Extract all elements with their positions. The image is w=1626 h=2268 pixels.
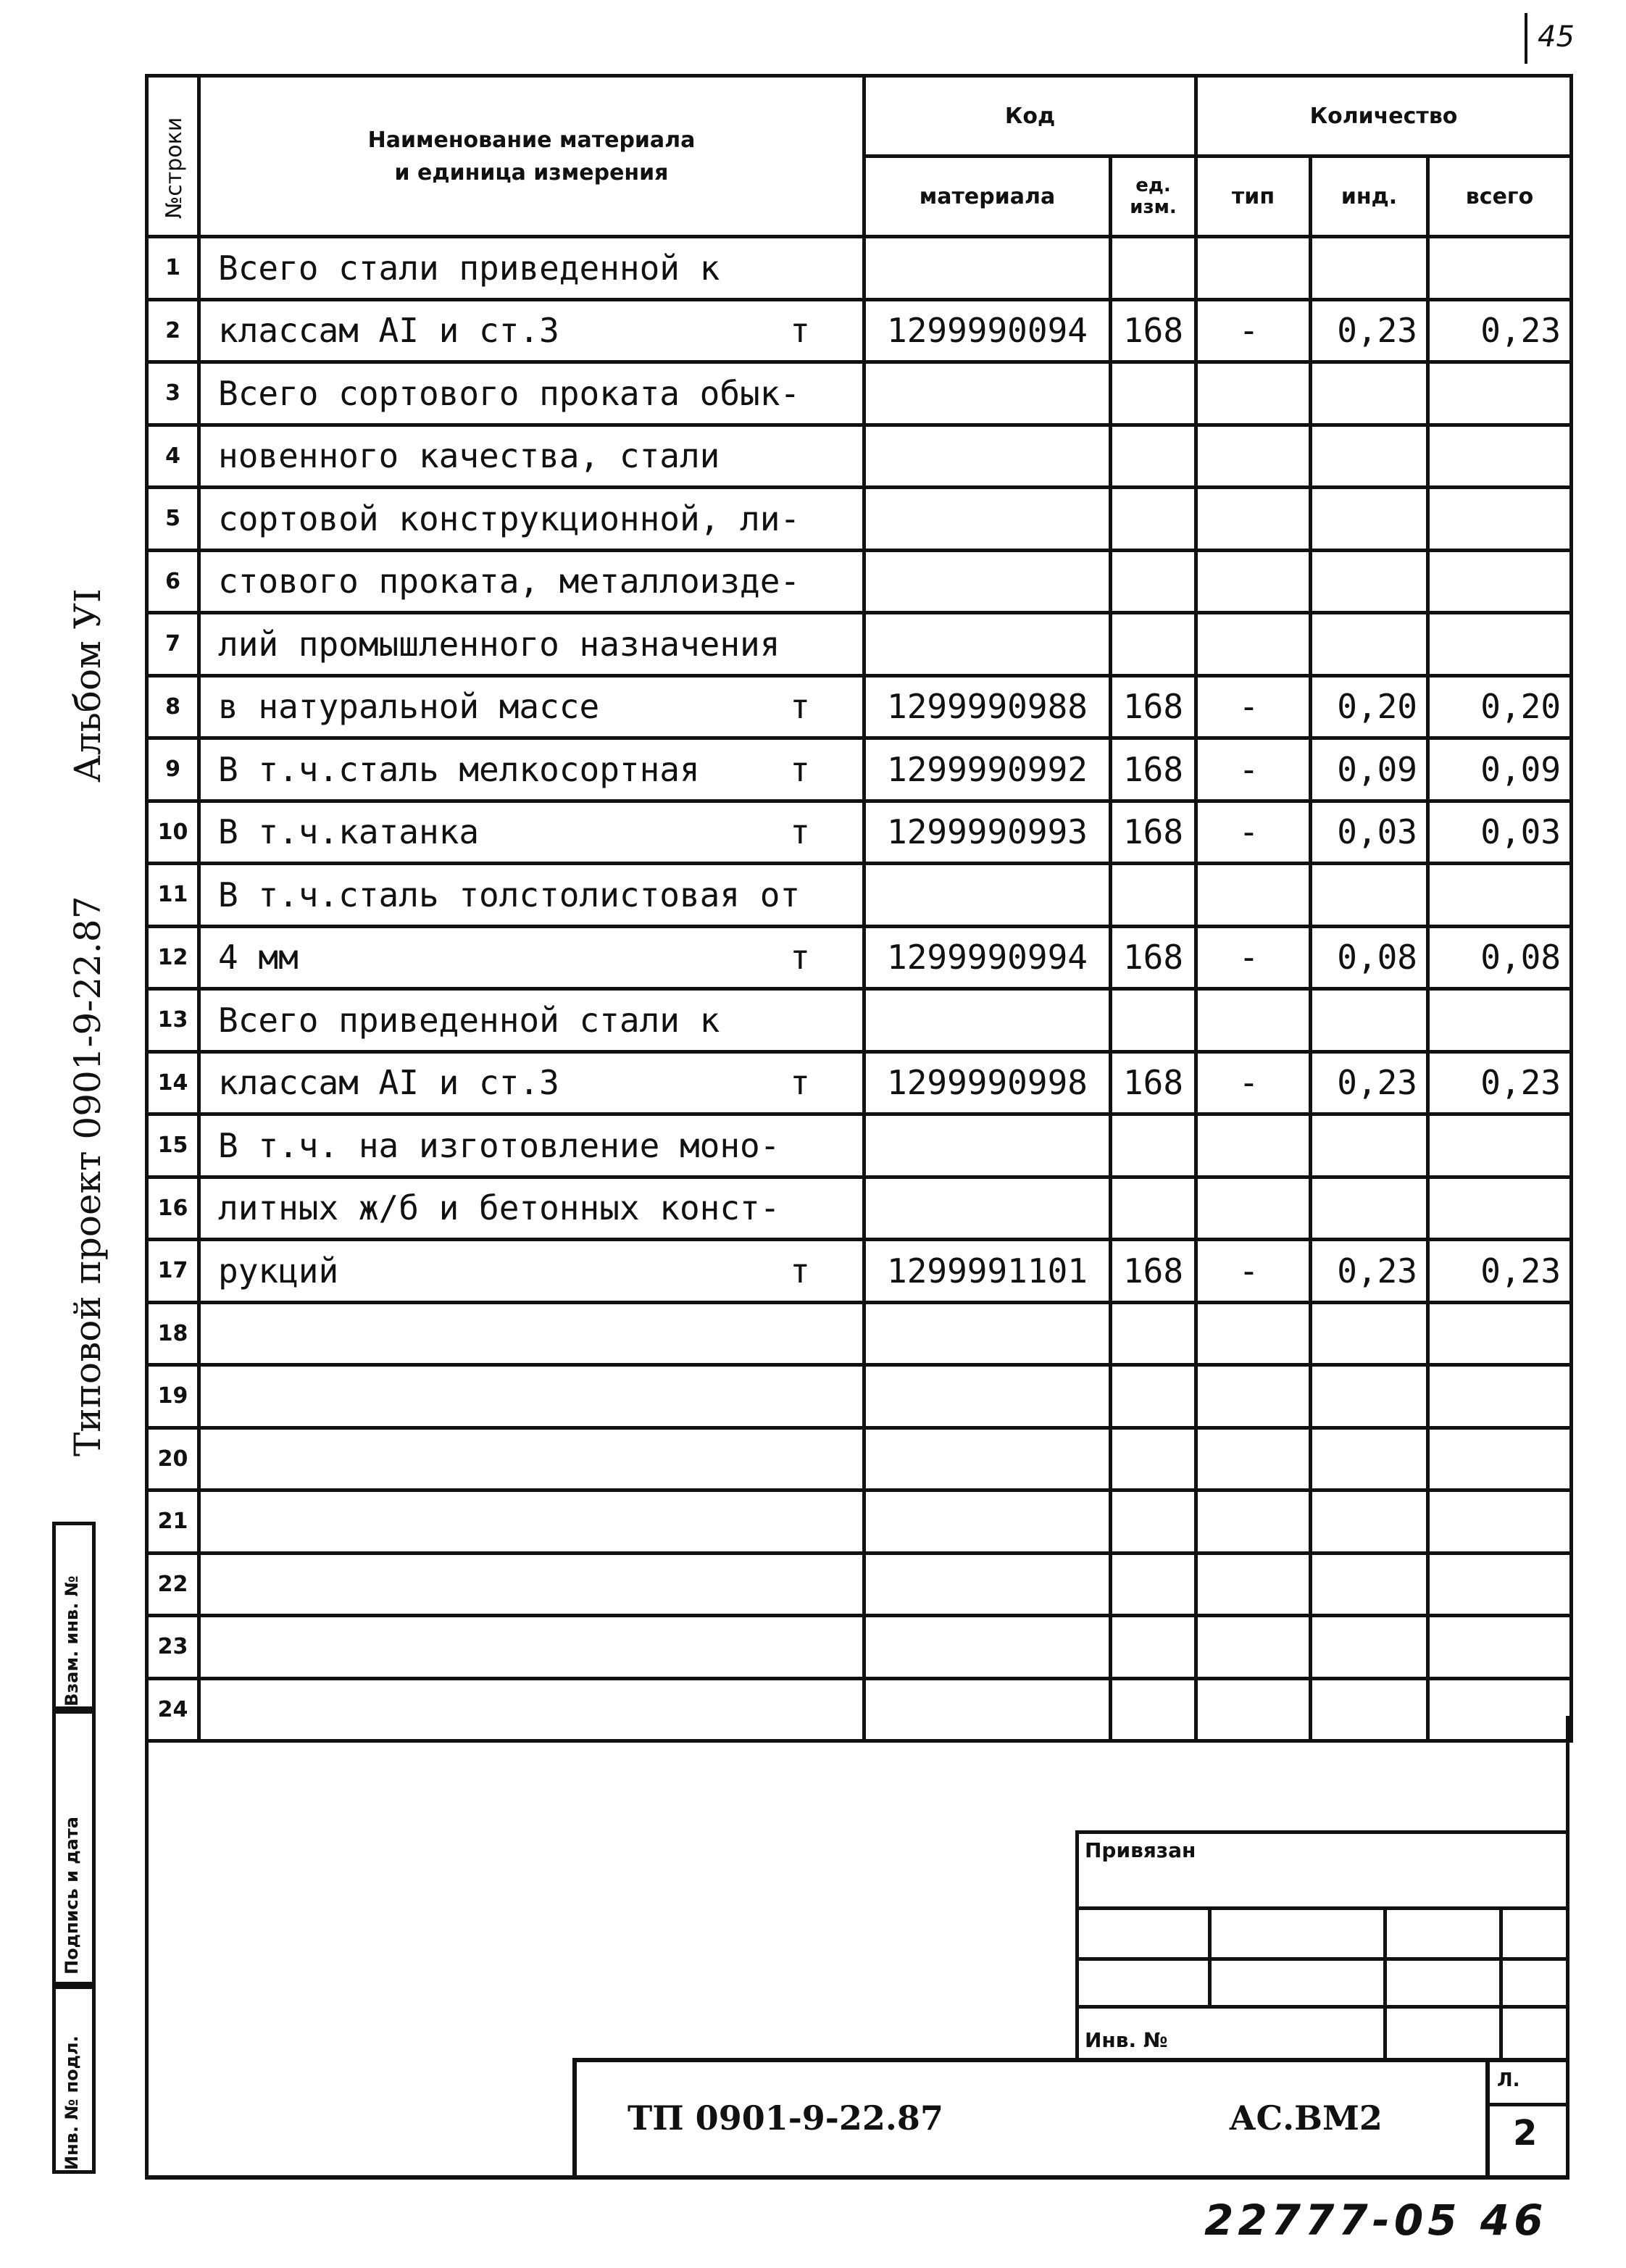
- header-name: [199, 76, 864, 237]
- header-row-number: [147, 76, 199, 237]
- material-code-cell: [864, 425, 1111, 488]
- row-number-cell: 21: [147, 1491, 199, 1554]
- material-name-cell: [199, 1114, 864, 1177]
- qty-ind-cell: [1311, 613, 1428, 676]
- unit-code-cell: 168: [1111, 926, 1196, 989]
- material-name-cell: [199, 989, 864, 1052]
- unit-code-cell: 168: [1111, 1051, 1196, 1114]
- material-name-cell: [199, 1491, 864, 1554]
- binding-line-3: [1079, 2005, 1569, 2009]
- header-row-number-label: №строки: [162, 117, 187, 219]
- row-number-cell: 12: [147, 926, 199, 989]
- qty-type-cell: [1196, 1427, 1311, 1491]
- material-code-cell: [864, 237, 1111, 300]
- qty-total-cell: 0,23: [1428, 299, 1572, 362]
- qty-ind-cell: [1311, 1114, 1428, 1177]
- table-row: [147, 613, 1572, 676]
- qty-total-cell: [1428, 237, 1572, 300]
- table-row: [147, 1240, 1572, 1303]
- stamp-signature-label: Подпись и дата: [62, 1817, 82, 1975]
- qty-ind-cell: [1311, 1365, 1428, 1428]
- page-number-bar: [1525, 13, 1527, 64]
- material-name-text: сортовой конструкционной, ли-: [218, 499, 801, 538]
- material-name-cell: [199, 1240, 864, 1303]
- stamp-cell-replacement: [52, 1522, 96, 1710]
- unit-code-cell: [1111, 488, 1196, 551]
- material-unit-text: т: [790, 311, 810, 351]
- header-code-unit: ед. изм.: [1111, 157, 1196, 237]
- material-code-cell: [864, 1302, 1111, 1365]
- unit-code-cell: 168: [1111, 299, 1196, 362]
- qty-type-cell: [1196, 550, 1311, 613]
- qty-type-cell: [1196, 1114, 1311, 1177]
- qty-total-cell: [1428, 1491, 1572, 1554]
- table-row: [147, 1616, 1572, 1679]
- material-code-cell: [864, 1427, 1111, 1491]
- qty-total-cell: [1428, 1114, 1572, 1177]
- qty-total-cell: [1428, 362, 1572, 425]
- qty-ind-cell: [1311, 488, 1428, 551]
- row-number-cell: 3: [147, 362, 199, 425]
- material-name-cell: [199, 299, 864, 362]
- material-name-cell: [199, 613, 864, 676]
- material-name-cell: [199, 237, 864, 300]
- material-code-cell: 1299990998: [864, 1051, 1111, 1114]
- material-name-text: В т.ч. на изготовление моно-: [218, 1125, 780, 1165]
- material-name-text: Всего сортового проката обык-: [218, 373, 801, 413]
- qty-type-cell: -: [1196, 738, 1311, 801]
- row-number-cell: 19: [147, 1365, 199, 1428]
- material-name-text: стового проката, металлоизде-: [218, 562, 801, 601]
- material-name-cell: [199, 425, 864, 488]
- binding-vline-2: [1383, 1906, 1387, 2061]
- table-row: [147, 1302, 1572, 1365]
- unit-code-cell: [1111, 1491, 1196, 1554]
- row-number-cell: 23: [147, 1616, 199, 1679]
- table-row: [147, 801, 1572, 864]
- table-row: [147, 1553, 1572, 1616]
- qty-type-cell: [1196, 362, 1311, 425]
- row-number-cell: 4: [147, 425, 199, 488]
- qty-total-cell: 0,03: [1428, 801, 1572, 864]
- header-qty-total: всего: [1428, 157, 1572, 237]
- row-number-cell: 9: [147, 738, 199, 801]
- stamp-cell-signature: [52, 1710, 96, 1985]
- row-number-cell: 13: [147, 989, 199, 1052]
- material-code-cell: 1299991101: [864, 1240, 1111, 1303]
- page-number: 45: [1538, 20, 1575, 54]
- material-name-text: Всего приведенной стали к: [218, 1000, 720, 1040]
- material-code-cell: [864, 1177, 1111, 1240]
- header-code-material: материала: [864, 157, 1111, 237]
- unit-code-cell: 168: [1111, 675, 1196, 738]
- row-number-cell: 15: [147, 1114, 199, 1177]
- qty-ind-cell: [1311, 1491, 1428, 1554]
- qty-type-cell: -: [1196, 299, 1311, 362]
- material-code-cell: [864, 488, 1111, 551]
- row-number-cell: 11: [147, 864, 199, 927]
- unit-code-cell: [1111, 613, 1196, 676]
- table-row: [147, 425, 1572, 488]
- qty-ind-cell: [1311, 1616, 1428, 1679]
- material-name-text: Всего стали приведенной к: [218, 248, 720, 288]
- material-code-cell: 1299990994: [864, 926, 1111, 989]
- material-code-cell: [864, 989, 1111, 1052]
- material-unit-text: т: [790, 938, 810, 977]
- row-number-cell: 5: [147, 488, 199, 551]
- qty-ind-cell: [1311, 550, 1428, 613]
- unit-code-cell: [1111, 550, 1196, 613]
- header-name-line1: Наименование материала: [367, 127, 696, 153]
- material-name-text: новенного качества, стали: [218, 436, 720, 476]
- header-qty-type: тип: [1196, 157, 1311, 237]
- row-number-cell: 17: [147, 1240, 199, 1303]
- unit-code-cell: 168: [1111, 801, 1196, 864]
- table-row: [147, 738, 1572, 801]
- qty-type-cell: [1196, 1553, 1311, 1616]
- material-name-cell: [199, 675, 864, 738]
- material-code-cell: [864, 1491, 1111, 1554]
- material-unit-text: т: [790, 687, 810, 727]
- album-label: Альбом УI: [67, 588, 109, 783]
- unit-code-cell: [1111, 1616, 1196, 1679]
- material-name-text: рукций: [218, 1251, 339, 1291]
- stamp-column: [52, 1522, 146, 2174]
- material-name-cell: [199, 1051, 864, 1114]
- material-name-text: классам АI и ст.3: [218, 311, 559, 351]
- material-name-cell: [199, 1553, 864, 1616]
- unit-code-cell: [1111, 362, 1196, 425]
- table-row: [147, 864, 1572, 927]
- qty-ind-cell: [1311, 1427, 1428, 1491]
- qty-ind-cell: 0,23: [1311, 299, 1428, 362]
- row-number-cell: 10: [147, 801, 199, 864]
- unit-code-cell: [1111, 864, 1196, 927]
- table-row: [147, 1177, 1572, 1240]
- material-code-cell: 1299990988: [864, 675, 1111, 738]
- qty-ind-cell: [1311, 1302, 1428, 1365]
- row-number-cell: 6: [147, 550, 199, 613]
- qty-type-cell: [1196, 1616, 1311, 1679]
- materials-table: [145, 74, 1573, 1743]
- row-number-cell: 18: [147, 1302, 199, 1365]
- title-block: [572, 2058, 1569, 2180]
- table-row: [147, 550, 1572, 613]
- qty-type-cell: [1196, 613, 1311, 676]
- qty-total-cell: [1428, 1177, 1572, 1240]
- unit-code-cell: [1111, 237, 1196, 300]
- material-unit-text: т: [790, 1251, 810, 1291]
- qty-type-cell: [1196, 425, 1311, 488]
- table-row: [147, 1114, 1572, 1177]
- project-label: Типовой проект 0901-9-22.87: [67, 896, 109, 1456]
- qty-ind-cell: 0,23: [1311, 1051, 1428, 1114]
- header-qty-ind: инд.: [1311, 157, 1428, 237]
- qty-ind-cell: 0,08: [1311, 926, 1428, 989]
- qty-ind-cell: [1311, 1553, 1428, 1616]
- qty-total-cell: 0,09: [1428, 738, 1572, 801]
- sheet-box: [1485, 2062, 1569, 2180]
- row-number-cell: 2: [147, 299, 199, 362]
- unit-code-cell: [1111, 989, 1196, 1052]
- qty-type-cell: [1196, 1302, 1311, 1365]
- binding-line-1: [1079, 1906, 1569, 1910]
- material-name-cell: [199, 1365, 864, 1428]
- unit-code-cell: [1111, 1365, 1196, 1428]
- material-code-cell: [864, 550, 1111, 613]
- material-code-cell: [864, 613, 1111, 676]
- qty-type-cell: -: [1196, 926, 1311, 989]
- unit-code-cell: [1111, 1177, 1196, 1240]
- qty-type-cell: [1196, 488, 1311, 551]
- binding-line-2: [1079, 1957, 1569, 1961]
- material-name-cell: [199, 550, 864, 613]
- bound-label: Привязан: [1085, 1838, 1196, 1862]
- qty-total-cell: [1428, 1616, 1572, 1679]
- qty-ind-cell: 0,23: [1311, 1240, 1428, 1303]
- stamp-inventory-label: Инв. № подл.: [62, 2035, 82, 2170]
- qty-ind-cell: 0,03: [1311, 801, 1428, 864]
- header-row-1: [147, 76, 1572, 157]
- material-unit-text: т: [790, 812, 810, 852]
- material-name-text: в натуральной массе: [218, 687, 600, 727]
- material-code-cell: 1299990094: [864, 299, 1111, 362]
- material-code-cell: [864, 362, 1111, 425]
- qty-total-cell: 0,23: [1428, 1240, 1572, 1303]
- sheet-number: 2: [1513, 2113, 1538, 2154]
- material-name-text: В т.ч.сталь толстолистовая от: [218, 875, 801, 914]
- material-name-cell: [199, 1616, 864, 1679]
- qty-total-cell: 0,20: [1428, 675, 1572, 738]
- material-code-cell: 1299990992: [864, 738, 1111, 801]
- qty-ind-cell: [1311, 1177, 1428, 1240]
- table-row: [147, 1365, 1572, 1428]
- bottom-code: 22777-05 46: [1204, 2196, 1548, 2245]
- sheet-label: Л.: [1497, 2069, 1520, 2091]
- qty-ind-cell: 0,09: [1311, 738, 1428, 801]
- qty-total-cell: [1428, 1365, 1572, 1428]
- row-number-cell: 14: [147, 1051, 199, 1114]
- qty-ind-cell: [1311, 989, 1428, 1052]
- material-name-cell: [199, 738, 864, 801]
- inventory-number-label: Инв. №: [1085, 2028, 1168, 2052]
- qty-ind-cell: [1311, 425, 1428, 488]
- material-name-cell: [199, 1302, 864, 1365]
- qty-total-cell: 0,23: [1428, 1051, 1572, 1114]
- unit-code-cell: 168: [1111, 1240, 1196, 1303]
- table-row: [147, 488, 1572, 551]
- table-row: [147, 1051, 1572, 1114]
- qty-type-cell: [1196, 237, 1311, 300]
- row-number-cell: 7: [147, 613, 199, 676]
- qty-total-cell: [1428, 425, 1572, 488]
- material-name-cell: [199, 801, 864, 864]
- row-number-cell: 16: [147, 1177, 199, 1240]
- material-name-cell: [199, 926, 864, 989]
- material-name-text: В т.ч.сталь мелкосортная: [218, 749, 700, 789]
- row-number-cell: 20: [147, 1427, 199, 1491]
- document-mark: АС.ВМ2: [1229, 2098, 1383, 2138]
- material-code-cell: [864, 1616, 1111, 1679]
- unit-code-cell: [1111, 425, 1196, 488]
- qty-ind-cell: 0,20: [1311, 675, 1428, 738]
- unit-code-cell: [1111, 1114, 1196, 1177]
- row-number-cell: 8: [147, 675, 199, 738]
- material-name-cell: [199, 864, 864, 927]
- unit-code-cell: [1111, 1553, 1196, 1616]
- qty-ind-cell: [1311, 864, 1428, 927]
- qty-total-cell: 0,08: [1428, 926, 1572, 989]
- row-number-cell: 24: [147, 1678, 199, 1741]
- qty-ind-cell: [1311, 237, 1428, 300]
- qty-type-cell: [1196, 1491, 1311, 1554]
- qty-ind-cell: [1311, 362, 1428, 425]
- qty-type-cell: [1196, 1177, 1311, 1240]
- qty-total-cell: [1428, 1427, 1572, 1491]
- header-code: Код: [864, 76, 1196, 157]
- qty-type-cell: [1196, 864, 1311, 927]
- table-row: [147, 675, 1572, 738]
- header-name-line2: и единица измерения: [394, 159, 669, 185]
- table-row: [147, 362, 1572, 425]
- material-unit-text: т: [790, 1063, 810, 1103]
- qty-type-cell: -: [1196, 675, 1311, 738]
- qty-type-cell: -: [1196, 801, 1311, 864]
- qty-total-cell: [1428, 1302, 1572, 1365]
- qty-total-cell: [1428, 550, 1572, 613]
- material-unit-text: т: [790, 749, 810, 789]
- binding-vline-3: [1499, 1906, 1503, 2061]
- qty-total-cell: [1428, 864, 1572, 927]
- table-row: [147, 989, 1572, 1052]
- unit-code-cell: [1111, 1302, 1196, 1365]
- binding-vline-1: [1208, 1906, 1212, 2005]
- table-row: [147, 299, 1572, 362]
- material-name-text: 4 мм: [218, 938, 299, 977]
- document-number: ТП 0901-9-22.87: [628, 2098, 943, 2138]
- material-name-cell: [199, 362, 864, 425]
- material-name-text: лий промышленного назначения: [218, 624, 780, 664]
- header-quantity: Количество: [1196, 76, 1572, 157]
- qty-type-cell: -: [1196, 1240, 1311, 1303]
- sheet-divider: [1490, 2103, 1569, 2106]
- qty-total-cell: [1428, 989, 1572, 1052]
- material-name-cell: [199, 1427, 864, 1491]
- table-row: [147, 237, 1572, 300]
- stamp-cell-inventory: [52, 1985, 96, 2174]
- table-row: [147, 1427, 1572, 1491]
- material-name-cell: [199, 488, 864, 551]
- stamp-replacement-label: Взам. инв. №: [62, 1575, 82, 1706]
- material-code-cell: 1299990993: [864, 801, 1111, 864]
- row-number-cell: 22: [147, 1553, 199, 1616]
- unit-code-cell: 168: [1111, 738, 1196, 801]
- material-name-text: В т.ч.катанка: [218, 812, 480, 852]
- materials-table-body: [147, 237, 1572, 1741]
- material-code-cell: [864, 1365, 1111, 1428]
- unit-code-cell: [1111, 1427, 1196, 1491]
- material-code-cell: [864, 1553, 1111, 1616]
- qty-type-cell: -: [1196, 1051, 1311, 1114]
- qty-total-cell: [1428, 488, 1572, 551]
- material-name-cell: [199, 1177, 864, 1240]
- qty-type-cell: [1196, 1365, 1311, 1428]
- material-name-text: литных ж/б и бетонных конст-: [218, 1188, 780, 1228]
- qty-total-cell: [1428, 1553, 1572, 1616]
- qty-total-cell: [1428, 613, 1572, 676]
- material-name-text: классам АI и ст.3: [218, 1063, 559, 1103]
- qty-type-cell: [1196, 989, 1311, 1052]
- material-code-cell: [864, 1114, 1111, 1177]
- row-number-cell: 1: [147, 237, 199, 300]
- table-row: [147, 1491, 1572, 1554]
- material-code-cell: [864, 864, 1111, 927]
- table-row: [147, 926, 1572, 989]
- binding-block: [1075, 1830, 1569, 2061]
